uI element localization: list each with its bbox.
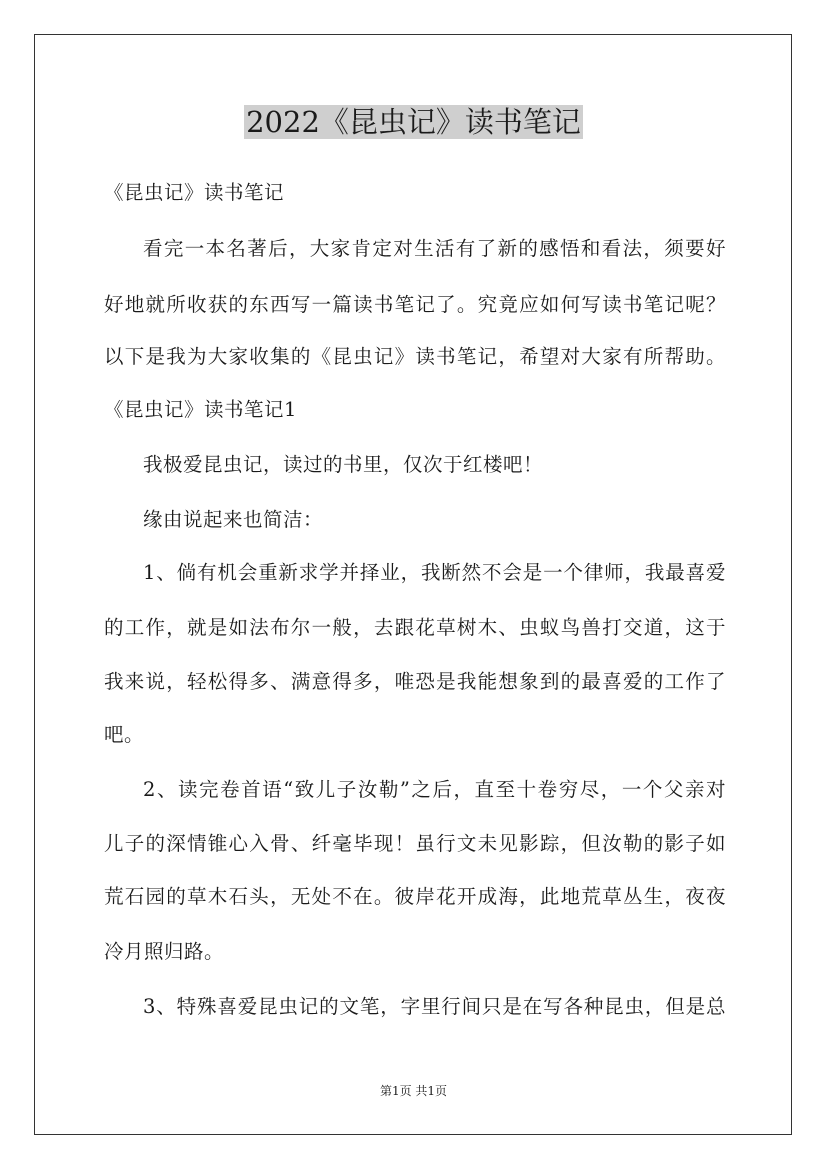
document-title-text: 2022《昆虫记》读书笔记 — [246, 105, 581, 139]
intro-line-1: 看完一本名著后，大家肯定对生活有了新的感悟和看法，须要好 — [143, 237, 726, 260]
paragraph-1: 我极爱昆虫记，读过的书里，仅次于红楼吧！ — [143, 453, 544, 476]
point2-line-3: 荒石园的草木石头，无处不在。彼岸花开成海，此地荒草丛生，夜夜 — [104, 885, 726, 908]
subtitle: 《昆虫记》读书笔记 — [104, 181, 285, 204]
paragraph-2: 缘由说起来也简洁： — [143, 508, 324, 531]
point3-line-1: 3、特殊喜爱昆虫记的文笔，字里行间只是在写各种昆虫，但是总 — [143, 995, 726, 1018]
point1-line-3: 我来说，轻松得多、满意得多，唯恐是我能想象到的最喜爱的工作了 — [104, 670, 726, 693]
point2-line-1: 2、读完卷首语“致儿子汝勒”之后，直至十卷穷尽，一个父亲对 — [143, 778, 726, 801]
page-footer: 第1页 共1页 — [379, 1084, 448, 1098]
point1-line-1: 1、倘有机会重新求学并择业，我断然不会是一个律师，我最喜爱 — [143, 561, 726, 584]
point1-line-2: 的工作，就是如法布尔一般，去跟花草树木、虫蚁鸟兽打交道，这于 — [104, 616, 726, 639]
document-title — [0, 100, 827, 144]
intro-line-3: 以下是我为大家收集的《昆虫记》读书笔记，希望对大家有所帮助。 — [104, 345, 726, 368]
intro-line-2: 好地就所收获的东西写一篇读书笔记了。究竟应如何写读书笔记呢？ — [104, 293, 726, 316]
section-heading: 《昆虫记》读书笔记1 — [104, 398, 297, 421]
point2-line-2: 儿子的深情锥心入骨、纤毫毕现！虽行文未见影踪，但汝勒的影子如 — [104, 832, 726, 855]
point1-line-4: 吧。 — [104, 723, 145, 746]
point2-line-4: 冷月照归路。 — [104, 940, 225, 963]
